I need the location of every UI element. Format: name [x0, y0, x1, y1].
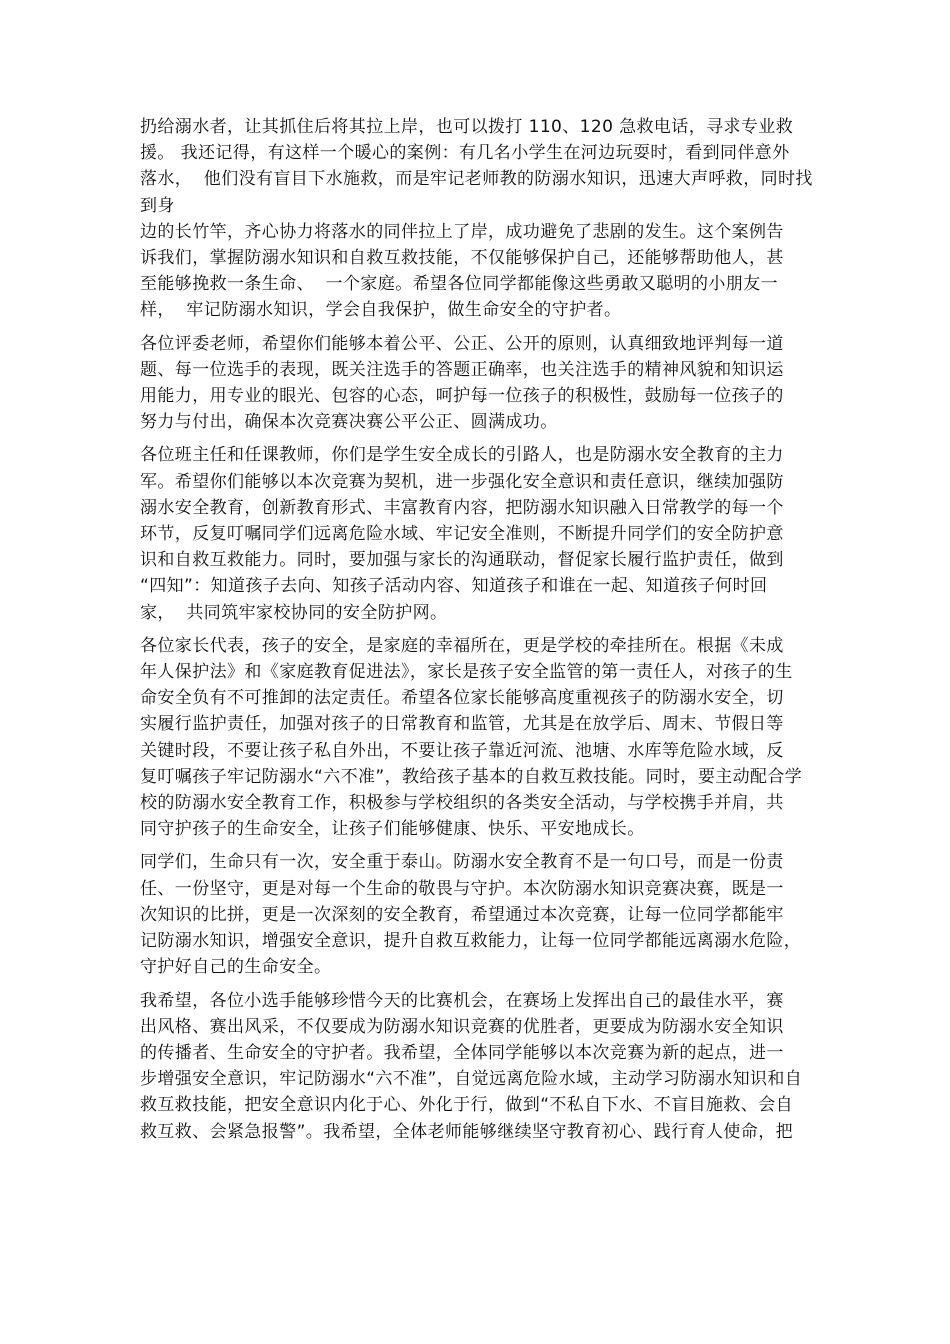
text-line: 实履行监护责任，加强对孩子的日常教育和监管，尤其是在放学后、周末、节假日等 [140, 714, 784, 735]
text-line: 边的长竹竿，齐心协力将落水的同伴拉上了岸，成功避免了悲剧的发生。这个案例告 [140, 221, 784, 242]
text-line: 诉我们，掌握防溺水知识和自救互救技能，不仅能够保护自己，还能够帮助他人，甚 [140, 248, 784, 269]
text-line: 同学们，生命只有一次，安全重于泰山。防溺水安全教育不是一句口号，而是一份责 [140, 852, 784, 873]
text-line: 各位班主任和任课教师，你们是学生安全成长的引路人，也是防溺水安全教育的主力 [140, 445, 784, 466]
text-line: 我希望，各位小选手能够珍惜今天的比赛机会，在赛场上发挥出自己的最佳水平，赛 [140, 990, 784, 1011]
text-line: 援。 我还记得，有这样一个暖心的案例：有几名小学生在河边玩耍时，看到同伴意外 [140, 143, 790, 164]
text-line: 关键时段，不要让孩子私自外出，不要让孩子靠近河流、池塘、水库等危险水域，反 [140, 740, 784, 761]
paragraph [140, 633, 810, 843]
text-line: 努力与付出，确保本次竞赛决赛公平公正、圆满成功。 [140, 412, 558, 433]
text-line: 记防溺水知识，增强安全意识，提升自救互救能力，让每一位同学都能远离溺水危险， [140, 931, 802, 952]
text-line: 各位家长代表，孩子的安全，是家庭的幸福所在，更是学校的牵挂所在。根据《未成 [140, 635, 784, 656]
text-line: 到身 [140, 195, 175, 216]
paragraph [140, 849, 810, 980]
text-line: 步增强安全意识，牢记防溺水“六不准”，自觉远离危险水域，主动学习防溺水知识和自 [140, 1069, 803, 1090]
text-line: 年人保护法》和《家庭教育促进法》，家长是孩子安全监管的第一责任人，对孩子的生 [140, 662, 793, 683]
text-line: 识和自救互救能力。同时，要加强与家长的沟通联动，督促家长履行监护责任，做到 [140, 550, 784, 571]
text-line: 的传播者、生命安全的守护者。我希望，全体同学能够以本次竞赛为新的起点，进一 [140, 1042, 784, 1063]
text-line: “四知”：知道孩子去向、知孩子活动内容、知道孩子和谁在一起、知道孩子何时回 [140, 576, 768, 597]
paragraph [140, 442, 810, 625]
paragraph [140, 331, 810, 436]
text-line: 扔给溺水者，让其抓住后将其拉上岸，也可以拨打 110、120 急救电话，寻求专业救 [140, 117, 794, 137]
text-line: 校的防溺水安全教育工作，积极参与学校组织的各类安全活动，与学校携手并肩，共 [140, 793, 784, 814]
text-line: 任、一份坚守，更是对每一个生命的敬畏与守护。本次防溺水知识竞赛决赛，既是一 [140, 878, 784, 899]
document-body [140, 114, 813, 1152]
text-line: 军。希望你们能够以本次竞赛为契机，进一步强化安全意识和责任意识，继续加强防 [140, 471, 784, 492]
text-line: 家， 共同筑牢家校协同的安全防护网。 [140, 602, 448, 623]
text-line: 次知识的比拼，更是一次深刻的安全教育，希望通过本次竞赛，让每一位同学都能牢 [140, 904, 784, 925]
text-line: 题、每一位选手的表现，既关注选手的答题正确率，也关注选手的精神风貌和知识运 [140, 359, 784, 380]
paragraph [140, 114, 813, 324]
text-line: 复叮嘱孩子牢记防溺水“六不准”，教给孩子基本的自救互救技能。同时，要主动配合学 [140, 766, 803, 787]
text-line: 救互救技能，把安全意识内化于心、外化于行，做到“不私自下水、不盲目施救、会自 [140, 1095, 794, 1116]
text-line: 溺水安全教育，创新教育形式、丰富教育内容，把防溺水知识融入日常教学的每一个 [140, 497, 784, 518]
text-line: 各位评委老师，希望你们能够本着公平、公正、公开的原则，认真细致地评判每一道 [140, 333, 784, 354]
paragraph [140, 988, 810, 1145]
text-line: 守护好自己的生命安全。 [140, 957, 332, 978]
text-line: 出风格、赛出风采，不仅要成为防溺水知识竞赛的优胜者，更要成为防溺水安全知识 [140, 1016, 784, 1037]
text-line: 环节，反复叮嘱同学们远离危险水域、牢记安全准则，不断提升同学们的安全防护意 [140, 524, 784, 545]
text-line: 同守护孩子的生命安全，让孩子们能够健康、快乐、平安地成长。 [140, 819, 645, 840]
text-line: 样， 牢记防溺水知识，学会自我保护，做生命安全的守护者。 [140, 300, 622, 321]
text-line: 落水， 他们没有盲目下水施救，而是牢记老师教的防溺水知识，迅速大声呼救，同时找 [140, 169, 813, 190]
text-line: 用能力，用专业的眼光、包容的心态，呵护每一位孩子的积极性，鼓励每一位孩子的 [140, 386, 784, 407]
text-line: 至能够挽救一条生命、 一个家庭。希望各位同学都能像这些勇敢又聪明的小朋友一 [140, 274, 779, 295]
text-line: 救互救、会紧急报警”。我希望，全体老师能够继续坚守教育初心、践行育人使命，把 [140, 1121, 794, 1142]
text-line: 命安全负有不可推卸的法定责任。希望各位家长能够高度重视孩子的防溺水安全，切 [140, 688, 784, 709]
